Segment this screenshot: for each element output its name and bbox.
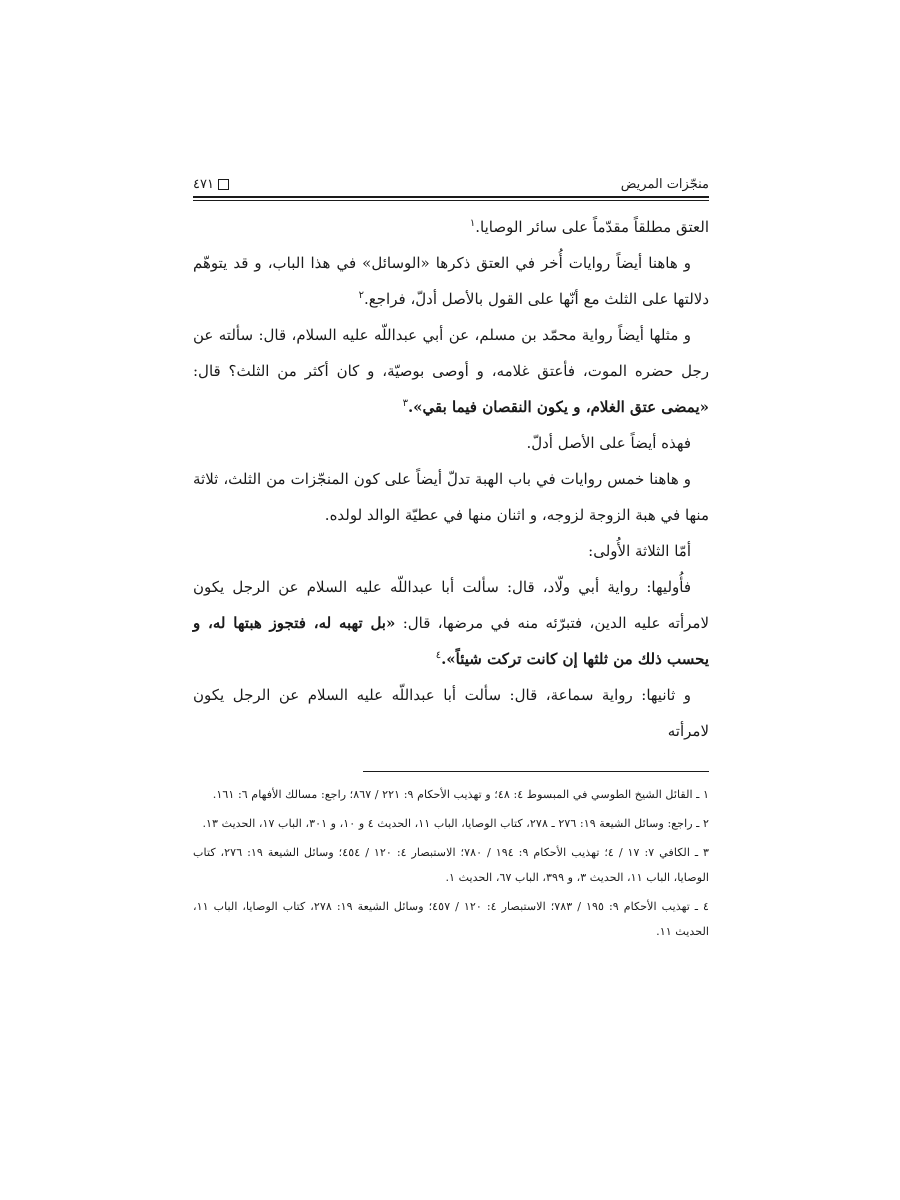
main-text — [193, 209, 709, 749]
quoted-answer: «يمضى عتق الغلام، و يكون النقصان فيما بقي». — [407, 398, 709, 416]
page-number: ٤٧١ — [193, 177, 214, 192]
footnotes — [193, 782, 709, 944]
paragraph: أمّا الثلاثة الأُولى: — [588, 542, 691, 560]
quoted-answer: «بل تهبه له، فتجوز هبتها له، و يحسب ذلك من ثلثها إن كانت تركت شيئاً». — [193, 614, 709, 668]
square-outline-icon — [218, 179, 229, 190]
footnote-ref: ٤ — [435, 650, 442, 661]
book-page — [193, 170, 709, 948]
footnote: ١ ـ القائل الشيخ الطوسي في المبسوط ٤: ٤٨؛ و تهذيب الأحكام ٩: ٢٢١ / ٨٦٧؛ راجع: مسالك الأفهام ٦: ١٦١. — [212, 788, 709, 801]
paragraph: و هاهنا خمس روايات في باب الهبة تدلّ أيضاً على كون المنجّزات من الثلث، ثلاثة منها في هبة الزوجة لزوجه، و اثنان منها في عطيّة الوالد لولده. — [193, 470, 709, 524]
header-rule-thin — [193, 200, 709, 201]
footnote-ref: ٣ — [402, 398, 408, 409]
paragraph: فأُوليها: رواية أبي ولّاد، قال: سألت أبا عبداللّه عليه السلام عن الرجل يكون لامرأته عليه الدين، فتبرّئه منه في مرضها، قال: «بل تهبه له، فتجوز هبتها له، و يحسب ذلك من ثلثها إن كانت تركت شيئاً».$^٤$ — [193, 578, 709, 668]
footnote-separator — [363, 771, 709, 772]
paragraph: فهذه أيضاً على الأصل أدلّ. — [526, 434, 691, 452]
paragraph: و هاهنا أيضاً روايات أُخر في العتق ذكرها «الوسائل» في هذا الباب، و قد يتوهّم دلالتها على الثلث مع أنّها على القول بالأصل أدلّ، فراجع.$^٢$ — [193, 254, 709, 308]
paragraph: و مثلها أيضاً رواية محمّد بن مسلم، عن أبي عبداللّه عليه السلام، قال: سألته عن رجل حضره الموت، فأعتق غلامه، و أوصى بوصيّة، و كان أكثر من الثلث؟ قال: «يمضى عتق الغلام، و يكون النقصان فيما بقي».$^٣$ — [193, 326, 709, 416]
header-rule-thick — [193, 196, 709, 198]
footnote-ref: ١ — [469, 218, 476, 229]
page-header — [193, 170, 709, 196]
paragraph: و ثانيها: رواية سماعة، قال: سألت أبا عبداللّه عليه السلام عن الرجل يكون لامرأته — [193, 686, 709, 740]
footnote: ٤ ـ تهذيب الأحكام ٩: ١٩٥ / ٧٨٣؛ الاستبصار ٤: ١٢٠ / ٤٥٧؛ وسائل الشيعة ١٩: ٢٧٨، كتاب الوصايا، الباب ١١، الحديث ١١. — [193, 900, 710, 938]
footnote-ref: ٢ — [358, 290, 365, 301]
footnote: ٣ ـ الكافي ٧: ١٧ / ٤؛ تهذيب الأحكام ٩: ١٩٤ / ٧٨٠؛ الاستبصار ٤: ١٢٠ / ٤٥٤؛ وسائل الشيعة ١٩: ٢٧٦، كتاب الوصايا، الباب ١١، الحديث ٣، و ٣٩٩، الباب ٦٧، الحديث ١. — [193, 846, 710, 884]
running-title: منجّزات المريض — [620, 177, 709, 192]
paragraph: العتق مطلقاً مقدّماً على سائر الوصايا.$^١$ — [469, 218, 709, 236]
page-number-group — [193, 177, 229, 192]
footnote: ٢ ـ راجع: وسائل الشيعة ١٩: ٢٧٦ ـ ٢٧٨، كتاب الوصايا، الباب ١١، الحديث ٤ و ١٠، و ٣٠١، الباب ١٧، الحديث ١٣. — [202, 817, 709, 830]
